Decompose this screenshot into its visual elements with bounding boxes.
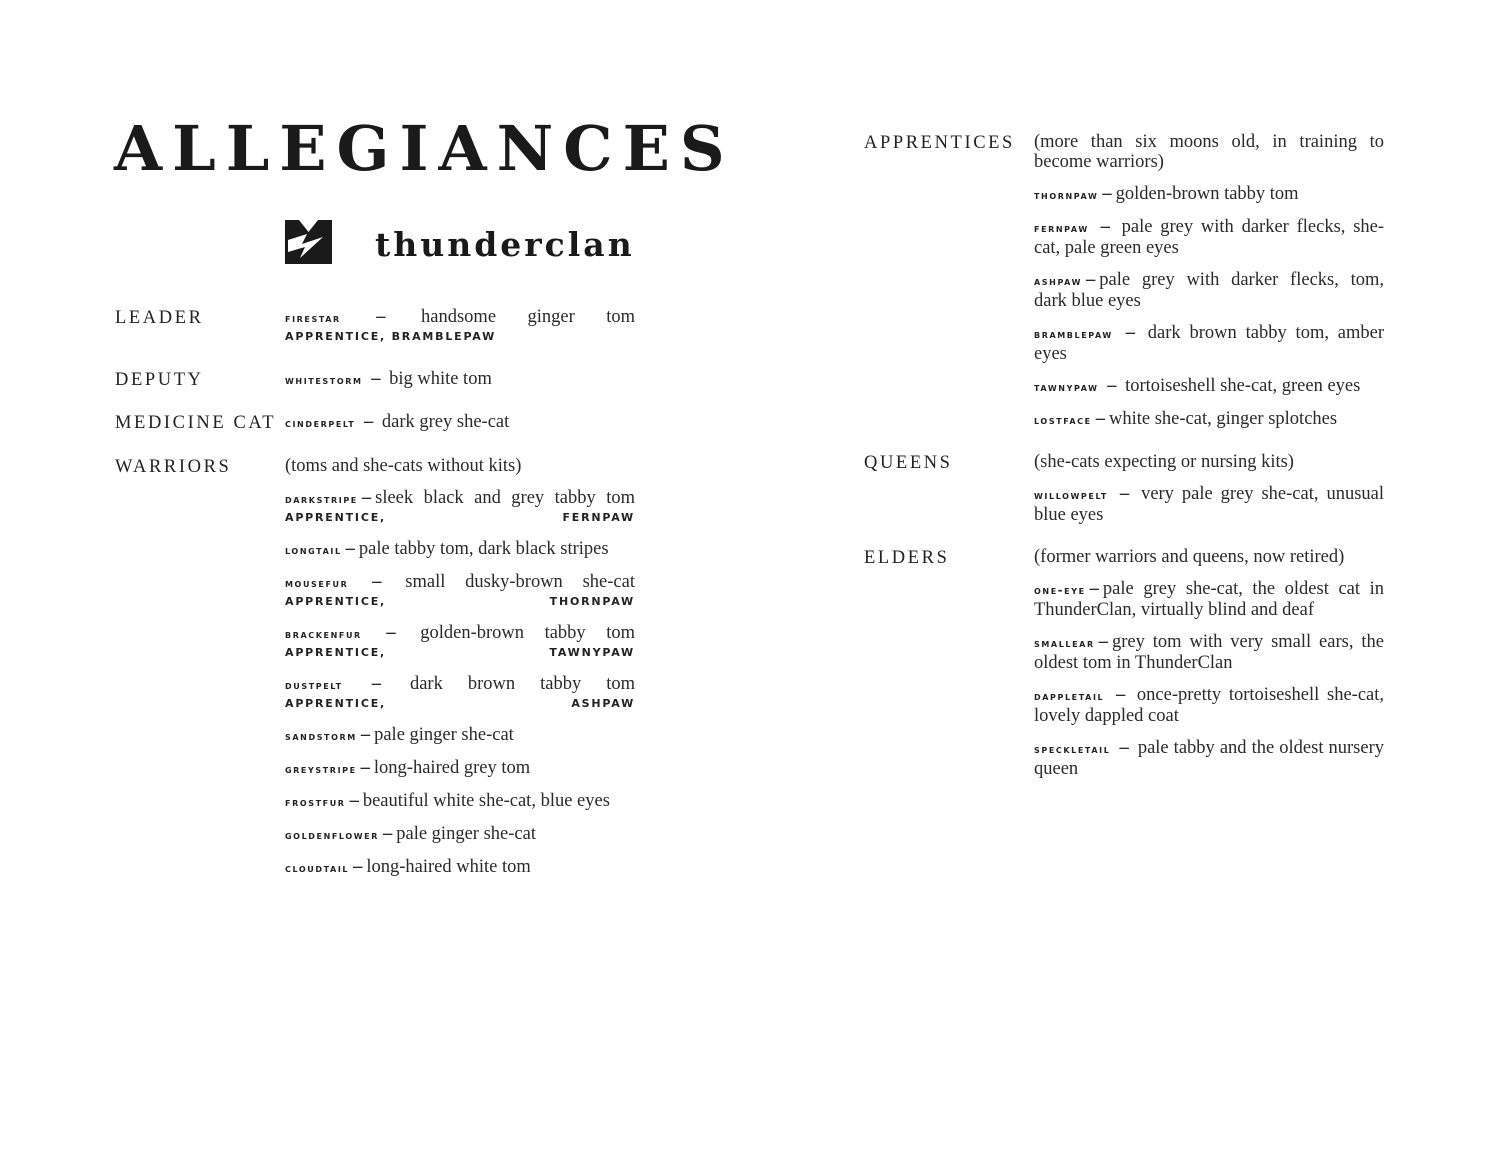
cat-description: handsome ginger tom bbox=[421, 307, 635, 327]
cat-entry-whitestorm bbox=[285, 369, 635, 390]
cat-name: greystripe bbox=[285, 761, 357, 776]
member-list bbox=[1034, 132, 1384, 430]
cat-name: goldenflower bbox=[285, 827, 379, 842]
dash: – bbox=[1115, 685, 1126, 705]
cat-name: sandstorm bbox=[285, 728, 357, 743]
cat-entry-brackenfur bbox=[285, 623, 635, 662]
cat-description: long-haired white tom bbox=[366, 856, 531, 877]
dash: – bbox=[371, 673, 381, 694]
left-column bbox=[115, 307, 635, 878]
section-note: (more than six moons old, in training to become warriors) bbox=[1034, 132, 1384, 172]
dash: – bbox=[349, 790, 359, 811]
cat-description: pale grey with darker flecks, she-cat, pale green eyes bbox=[1034, 217, 1385, 258]
cat-entry-thornpaw bbox=[1034, 184, 1384, 205]
cat-entry-fernpaw bbox=[1034, 217, 1384, 258]
cat-name: lostface bbox=[1034, 413, 1092, 427]
dash: – bbox=[353, 856, 363, 877]
cat-description: tortoiseshell she-cat, green eyes bbox=[1125, 376, 1361, 396]
cat-description: pale tabby and the oldest nursery queen bbox=[1034, 738, 1385, 779]
apprentice-note: APPRENTICE, FERNPAW bbox=[285, 510, 635, 524]
cat-entry-lostface bbox=[1034, 409, 1384, 430]
rank-label-apprentices: APPRENTICES bbox=[864, 133, 1015, 153]
dash: – bbox=[364, 412, 374, 433]
dash: – bbox=[1119, 484, 1130, 504]
cat-name: one-eye bbox=[1034, 583, 1086, 597]
cat-name: dustpelt bbox=[285, 677, 343, 692]
cat-description: golden-brown tabby tom bbox=[1115, 184, 1299, 204]
right-column bbox=[864, 132, 1384, 779]
cat-name: cinderpelt bbox=[285, 416, 356, 431]
cat-name: ashpaw bbox=[1034, 274, 1083, 288]
cat-description: very pale grey she-cat, unusual blue eyes bbox=[1034, 484, 1384, 525]
thunderclan-lightning-icon bbox=[285, 220, 332, 264]
cat-entry-frostfur bbox=[285, 791, 635, 812]
dash: – bbox=[345, 538, 355, 559]
cat-name: speckletail bbox=[1034, 742, 1111, 756]
cat-entry-longtail bbox=[285, 539, 635, 560]
dash: – bbox=[360, 757, 370, 778]
cat-description: pale ginger she-cat bbox=[374, 724, 514, 745]
cat-description: small dusky-brown she-cat bbox=[405, 571, 635, 592]
rank-label-deputy: DEPUTY bbox=[115, 370, 204, 390]
member-list bbox=[285, 307, 635, 346]
section-apprentices bbox=[864, 132, 1384, 430]
cat-entry-cinderpelt bbox=[285, 412, 635, 433]
dash: – bbox=[1107, 376, 1117, 396]
rank-label-leader: LEADER bbox=[115, 308, 204, 328]
cat-entry-dustpelt bbox=[285, 674, 635, 713]
rank-label-warriors: WARRIORS bbox=[115, 456, 232, 477]
cat-description: big white tom bbox=[389, 369, 492, 389]
apprentice-note: APPRENTICE, BRAMBLEPAW bbox=[285, 330, 497, 343]
cat-description: white she-cat, ginger splotches bbox=[1108, 409, 1338, 429]
section-deputy bbox=[115, 369, 635, 390]
cat-name: darkstripe bbox=[285, 491, 358, 506]
cat-name: tawnypaw bbox=[1034, 380, 1099, 394]
dash: – bbox=[1098, 632, 1108, 652]
cat-description: pale ginger she-cat bbox=[396, 823, 536, 844]
member-list bbox=[1034, 547, 1384, 779]
member-list bbox=[285, 456, 635, 878]
page-title: ALLEGIANCES bbox=[114, 112, 735, 185]
cat-description: dark grey she-cat bbox=[381, 412, 510, 433]
rank-label-queens: QUEENS bbox=[864, 453, 953, 473]
dash: – bbox=[1125, 323, 1135, 343]
apprentice-note: APPRENTICE, THORNPAW bbox=[285, 594, 635, 608]
cat-description: dark brown tabby tom, amber eyes bbox=[1034, 323, 1385, 364]
cat-name: dappletail bbox=[1034, 689, 1105, 703]
cat-name: cloudtail bbox=[285, 860, 350, 875]
cat-name: frostfur bbox=[285, 794, 346, 809]
cat-entry-firestar bbox=[285, 307, 635, 328]
cat-entry-speckletail bbox=[1034, 738, 1384, 779]
cat-entry-willowpelt bbox=[1034, 484, 1384, 525]
dash: – bbox=[1095, 409, 1105, 429]
cat-entry-tawnypaw bbox=[1034, 376, 1384, 397]
cat-name: bramblepaw bbox=[1034, 327, 1113, 341]
cat-description: pale grey with darker flecks, tom, dark blue eyes bbox=[1034, 270, 1384, 311]
cat-entry-cloudtail bbox=[285, 857, 635, 878]
member-list bbox=[1034, 452, 1384, 525]
clan-name: thunderclan bbox=[375, 225, 635, 264]
cat-description: long-haired grey tom bbox=[373, 757, 531, 778]
dash: – bbox=[1089, 579, 1099, 599]
section-queens bbox=[864, 452, 1384, 525]
cat-entry-mousefur bbox=[285, 572, 635, 611]
cat-description: sleek black and grey tabby tom bbox=[375, 487, 635, 508]
cat-entry-goldenflower bbox=[285, 824, 635, 845]
cat-name: smallear bbox=[1034, 636, 1095, 650]
cat-entry-smallear bbox=[1034, 632, 1384, 673]
apprentice-note: APPRENTICE, TAWNYPAW bbox=[285, 645, 635, 659]
cat-name: firestar bbox=[285, 311, 341, 325]
cat-name: longtail bbox=[285, 542, 342, 557]
member-list bbox=[285, 412, 635, 433]
dash: – bbox=[1102, 184, 1112, 204]
cat-name: willowpelt bbox=[1034, 488, 1108, 502]
cat-description: once-pretty tortoiseshell she-cat, lovely dappled coat bbox=[1034, 685, 1385, 726]
section-note: (she-cats expecting or nursing kits) bbox=[1034, 452, 1294, 472]
cat-description: pale grey she-cat, the oldest cat in ThunderClan, virtually blind and deaf bbox=[1034, 579, 1384, 620]
cat-name: thornpaw bbox=[1034, 188, 1099, 202]
cat-description: dark brown tabby tom bbox=[409, 673, 635, 694]
dash: – bbox=[383, 823, 393, 844]
cat-name: whitestorm bbox=[285, 373, 363, 387]
dash: – bbox=[1086, 270, 1096, 290]
cat-name: mousefur bbox=[285, 575, 349, 590]
cat-description: pale tabby tom, dark black stripes bbox=[358, 538, 609, 559]
cat-entry-dappletail bbox=[1034, 685, 1384, 726]
section-medicine-cat bbox=[115, 412, 635, 433]
dash: – bbox=[361, 487, 372, 508]
dash: – bbox=[1100, 217, 1110, 237]
dash: – bbox=[360, 724, 371, 745]
cat-description: beautiful white she-cat, blue eyes bbox=[362, 790, 610, 811]
cat-entry-ashpaw bbox=[1034, 270, 1384, 311]
rank-label-elders: ELDERS bbox=[864, 548, 950, 568]
cat-entry-sandstorm bbox=[285, 725, 635, 746]
section-note: (former warriors and queens, now retired) bbox=[1034, 547, 1345, 567]
cat-entry-one-eye bbox=[1034, 579, 1384, 620]
cat-description: golden-brown tabby tom bbox=[420, 622, 636, 643]
cat-description: grey tom with very small ears, the oldest tom in ThunderClan bbox=[1034, 632, 1384, 673]
dash: – bbox=[371, 369, 381, 389]
cat-entry-bramblepaw bbox=[1034, 323, 1384, 364]
section-elders bbox=[864, 547, 1384, 779]
dash: – bbox=[376, 307, 386, 327]
dash: – bbox=[372, 571, 382, 592]
cat-entry-greystripe bbox=[285, 758, 635, 779]
apprentice-note: APPRENTICE, ASHPAW bbox=[285, 696, 635, 710]
rank-label-medicine-cat: MEDICINE CAT bbox=[115, 413, 277, 434]
section-leader bbox=[115, 307, 635, 346]
dash: – bbox=[1119, 738, 1129, 758]
dash: – bbox=[386, 622, 396, 643]
section-warriors bbox=[115, 456, 635, 878]
cat-entry-darkstripe bbox=[285, 488, 635, 527]
cat-name: brackenfur bbox=[285, 626, 362, 641]
section-note: (toms and she-cats without kits) bbox=[285, 455, 522, 476]
cat-name: fernpaw bbox=[1034, 221, 1089, 235]
member-list bbox=[285, 369, 635, 390]
